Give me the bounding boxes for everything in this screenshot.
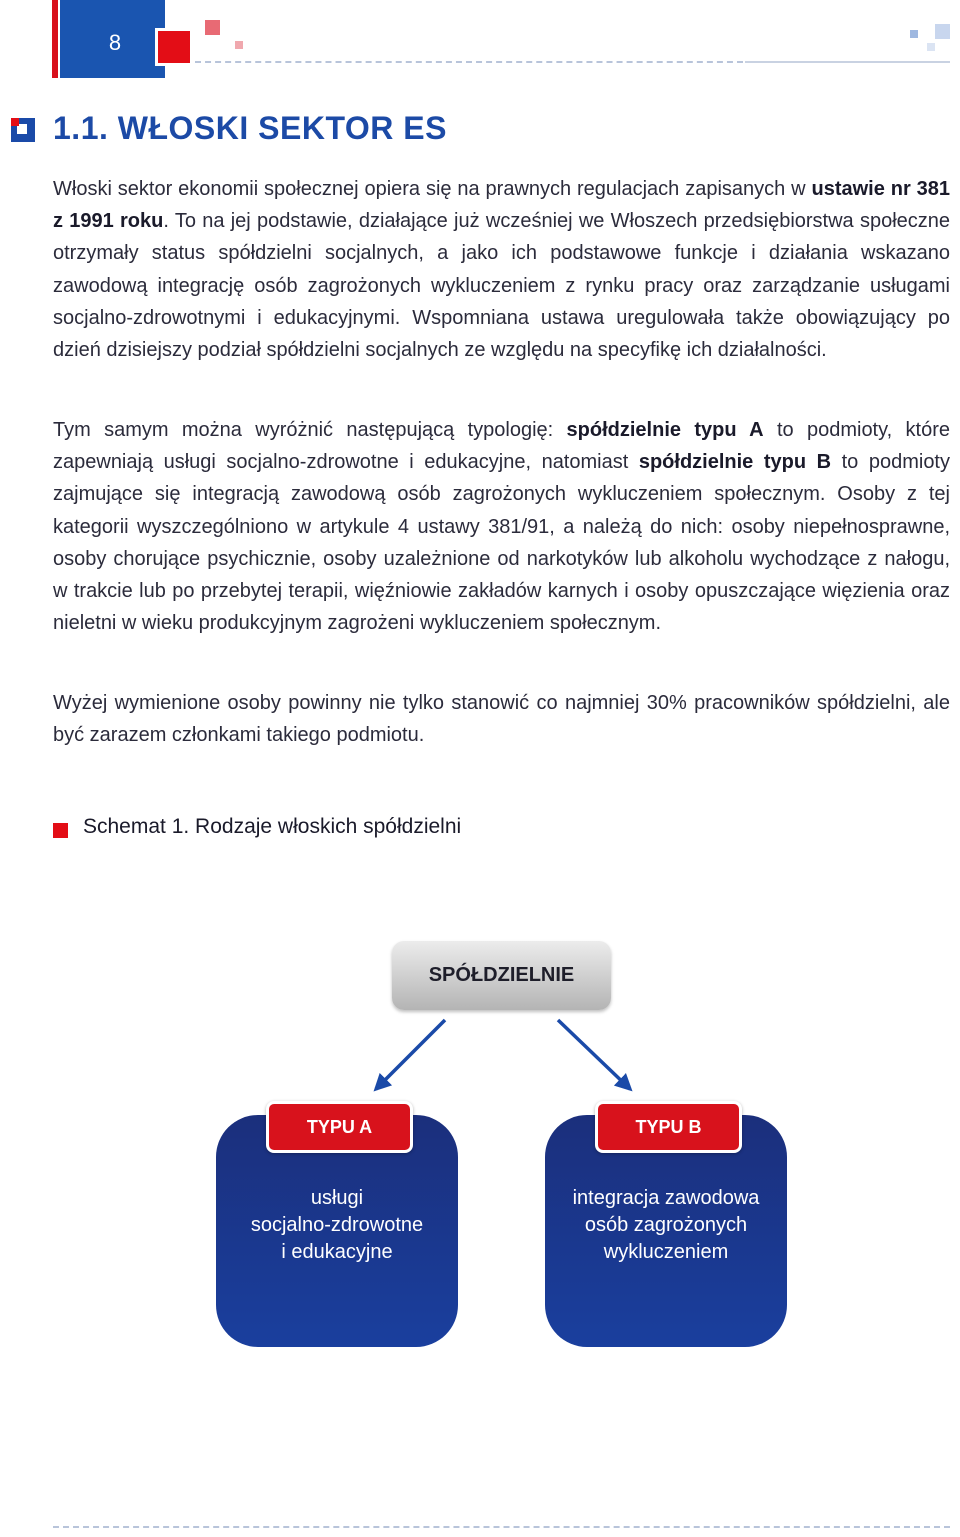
type-b-tab (595, 1101, 742, 1153)
p2-bold-1: spółdzielnie typu A (566, 419, 764, 441)
diagram-arrows (360, 1015, 660, 1100)
p2-bold-2: spółdzielnie typu B (638, 451, 832, 474)
paragraph-3 (53, 687, 950, 751)
decor-square (205, 20, 220, 35)
type-a-desc-line1: usługi (310, 1187, 364, 1209)
arrow-to-type-a (376, 1020, 445, 1089)
type-b-desc-line3: wykluczeniem (603, 1241, 729, 1263)
p1-text-1: Włoski sektor ekonomii społecznej opiera się na prawnych regulacjach zapisanych w (53, 178, 812, 200)
decor-square (235, 41, 243, 49)
section-bullet-accent (11, 118, 19, 126)
paragraph-2 (53, 414, 950, 639)
caption-bullet-icon (53, 823, 68, 838)
decor-square (935, 24, 950, 39)
schemat-caption: Schemat 1. Rodzaje włoskich spółdzielni (83, 815, 462, 838)
p3-text-1: Wyżej wymienione osoby powinny nie tylko stanowić co najmniej 30% pracowników spółdzielni, ale być zarazem członkami takiego podmiotu. (53, 692, 950, 747)
p2-text-3: to podmioty zajmujące się integracją zawodową osób zagrożonych wykluczeniem społecznym. Osoby z tej kategorii wyszczególniono w artykule 4 ustawy 381/91, a należą do nich: osoby niepełnosprawne, osoby chorujące psychicznie, osoby uzależnione od narkotyków lub alkoholu wychodzące z nałogu, w trakcie lub po przebytej terapii, więźniowie zakładów karnych i osoby opuszczające więzienia oraz nieletni w wieku produkcyjnym zagrożeni wykluczeniem społecznym. (53, 451, 950, 635)
type-b-desc-line1: integracja zawodowa (572, 1187, 760, 1209)
header-red-square (155, 28, 193, 66)
diagram-root-label: SPÓŁDZIELNIE (428, 964, 575, 986)
p2-text-1: Tym samym można wyróżnić następującą typologię: (53, 419, 567, 441)
paragraph-1 (53, 173, 950, 366)
type-a-desc-line3: i edukacyjne (281, 1241, 393, 1263)
p2-text-2: to podmioty, które zapewniają usługi socjalno-zdrowotne i edukacyjne, natomiast (53, 419, 950, 474)
type-b-label: TYPU B (635, 1116, 702, 1137)
p1-bold-1: ustawie nr 381 z 1991 roku (53, 178, 950, 233)
arrow-to-type-b (558, 1020, 630, 1089)
section-bullet-icon (11, 118, 35, 142)
decor-square (927, 43, 935, 51)
type-a-label: TYPU A (306, 1116, 373, 1137)
header-dashed-line (195, 61, 743, 63)
page-number: 8 (108, 30, 122, 55)
type-a-tab (266, 1101, 413, 1153)
decor-square (910, 30, 918, 38)
header-red-bar (52, 0, 58, 78)
type-a-desc-line2: socjalno-zdrowotne (250, 1214, 424, 1236)
section-heading: 1.1. WŁOSKI SEKTOR ES (53, 110, 447, 146)
diagram-root-box (392, 941, 611, 1010)
p1-text-2: . To na jej podstawie, działające już wcześniej we Włoszech przedsiębiorstwa społeczne otrzymały status spółdzielni socjalnych, a jako ich podstawowe funkcje i działania wskazano zawodową integrację osób zagrożonych wykluczeniem z rynku pracy oraz zarządzanie usługami socjalno-zdrowotnymi i edukacyjnymi. Wspomniana ustawa uregulowała także obowiązujący po dzień dzisiejszy podział spółdzielni socjalnych ze względu na specyfikę ich działalności. (53, 210, 950, 362)
type-b-desc-line2: osób zagrożonych (584, 1214, 748, 1236)
header-solid-line (745, 61, 950, 63)
footer-dashed-line (53, 1526, 950, 1528)
